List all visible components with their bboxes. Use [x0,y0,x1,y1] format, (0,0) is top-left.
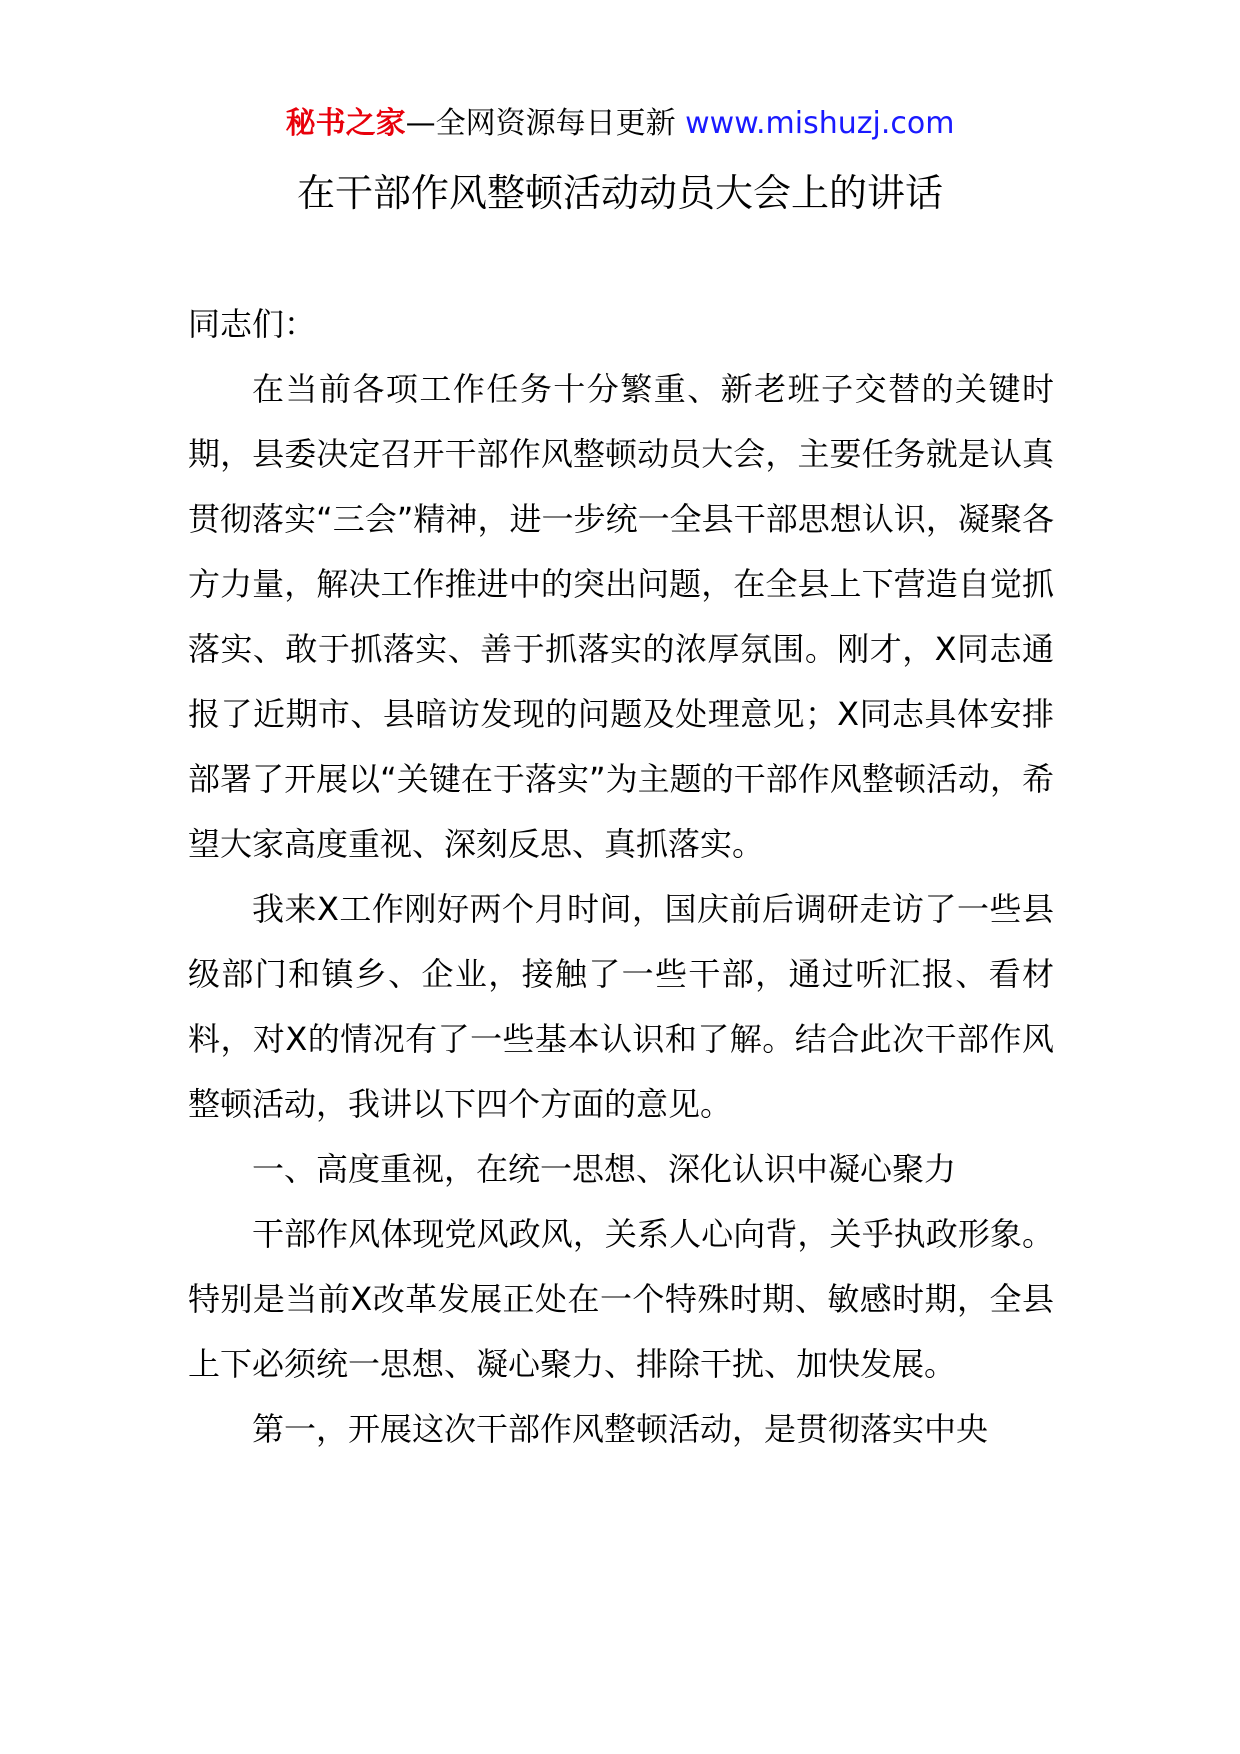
site-banner [0,100,1240,148]
paragraph-4: 第一，开展这次干部作风整顿活动，是贯彻落实中央 [252,1410,989,1448]
site-url-link[interactable]: www.mishuzj.com [685,106,955,141]
paragraph-3: 干部作风体现党风政风，关系人心向背，关乎执政形象。特别是当前X改革发展正处在一个特殊时期、敏感时期，全县上下必须统一思想、凝心聚力、排除干扰、加快发展。 [188,1215,1054,1383]
section-heading-1: 一、高度重视，在统一思想、深化认识中凝心聚力 [252,1150,957,1188]
paragraph-2: 我来X工作刚好两个月时间，国庆前后调研走访了一些县级部门和镇乡、企业，接触了一些干部，通过听汇报、看材料，对X的情况有了一些基本认识和了解。结合此次干部作风整顿活动，我讲以下四个方面的意见。 [188,890,1054,1123]
salutation: 同志们： [188,305,317,343]
document-body [188,292,1054,1462]
site-tagline: —全网资源每日更新 [405,106,676,141]
site-brand: 秘书之家 [285,106,406,141]
document-title: 在干部作风整顿活动动员大会上的讲话 [296,171,943,215]
paragraph-1: 在当前各项工作任务十分繁重、新老班子交替的关键时期，县委决定召开干部作风整顿动员大会，主要任务就是认真贯彻落实“三会”精神，进一步统一全县干部思想认识，凝聚各方力量，解决工作推进中的突出问题，在全县上下营造自觉抓落实、敢于抓落实、善于抓落实的浓厚氛围。刚才，X同志通报了近期市、县暗访发现的问题及处理意见；X同志具体安排部署了开展以“关键在于落实”为主题的干部作风整顿活动，希望大家高度重视、深刻反思、真抓落实。 [188,370,1054,863]
